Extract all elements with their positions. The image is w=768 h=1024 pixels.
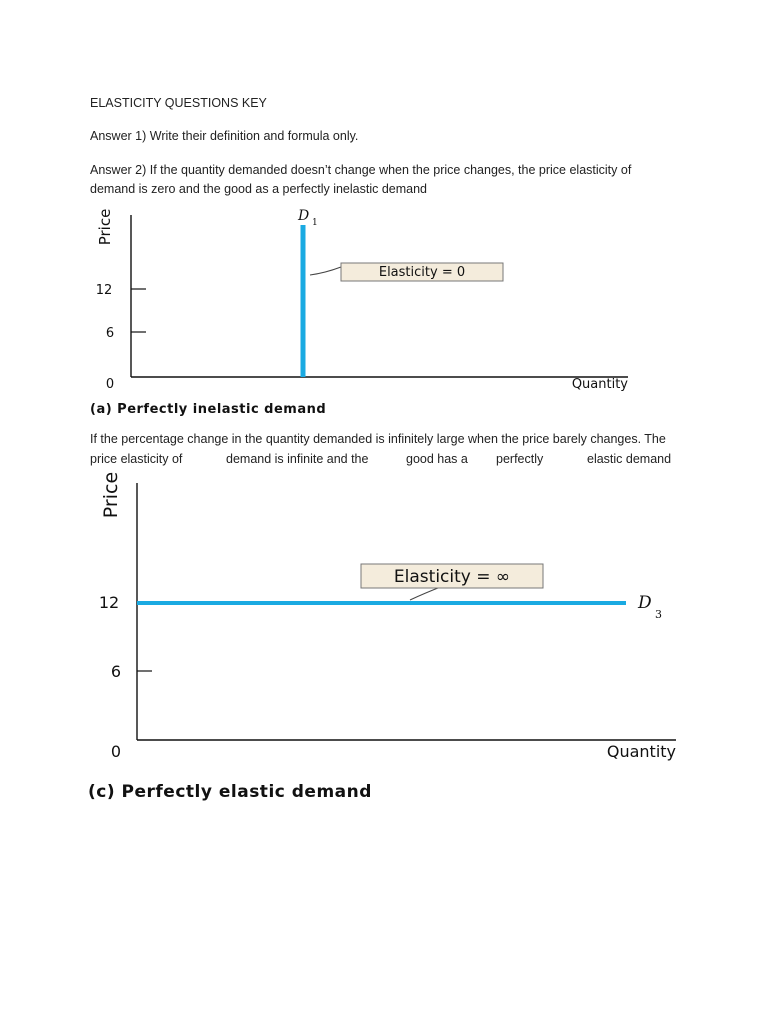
y-axis-label: Price <box>96 208 114 246</box>
x-axis-label: Quantity <box>571 377 628 392</box>
annotation-leader-line <box>310 267 341 275</box>
paragraph-3-word: price elasticity of <box>90 452 183 466</box>
paragraph-3-word: demand is infinite and the <box>226 452 369 466</box>
series-label-d3: D <box>638 593 652 613</box>
answer-2-line-1: Answer 2) If the quantity demanded doesn’t change when the price changes, the price elasticity of <box>90 163 632 177</box>
y-tick-label-12: 12 <box>98 593 120 612</box>
answer-2-line-2: demand is zero and the good as a perfectly inelastic demand <box>90 182 428 196</box>
paragraph-3-word: good has a <box>406 452 468 466</box>
y-tick-label-12: 12 <box>95 283 113 298</box>
paragraph-3-line-2 <box>90 451 671 467</box>
answer-1-text: Answer 1) Write their definition and formula only. <box>90 129 359 143</box>
inelastic-demand-chart <box>0 205 768 420</box>
elastic-demand-chart <box>0 471 768 810</box>
paragraph-3-word: elastic demand <box>587 452 672 466</box>
series-subscript-d3: 3 <box>655 608 662 621</box>
elasticity-callout-text: Elasticity = ∞ <box>393 567 511 587</box>
elasticity-callout-text: Elasticity = 0 <box>378 265 466 280</box>
x-axis-label: Quantity <box>606 742 676 761</box>
y-tick-label-6: 6 <box>110 662 122 681</box>
series-subscript-d1: 1 <box>312 218 318 228</box>
paragraph-3-word: perfectly <box>496 452 544 466</box>
chart-caption: (c) Perfectly elastic demand <box>88 782 372 802</box>
paragraph-3-line-1: If the percentage change in the quantity demanded is infinitely large when the price barely changes. The <box>90 432 666 446</box>
origin-label: 0 <box>110 742 122 761</box>
chart-caption: (a) Perfectly inelastic demand <box>90 402 327 417</box>
origin-label: 0 <box>105 377 115 392</box>
y-tick-label-6: 6 <box>105 326 115 341</box>
document-heading: ELASTICITY QUESTIONS KEY <box>90 96 267 110</box>
y-axis-label: Price <box>100 471 122 519</box>
series-label-d1: D <box>298 208 310 224</box>
